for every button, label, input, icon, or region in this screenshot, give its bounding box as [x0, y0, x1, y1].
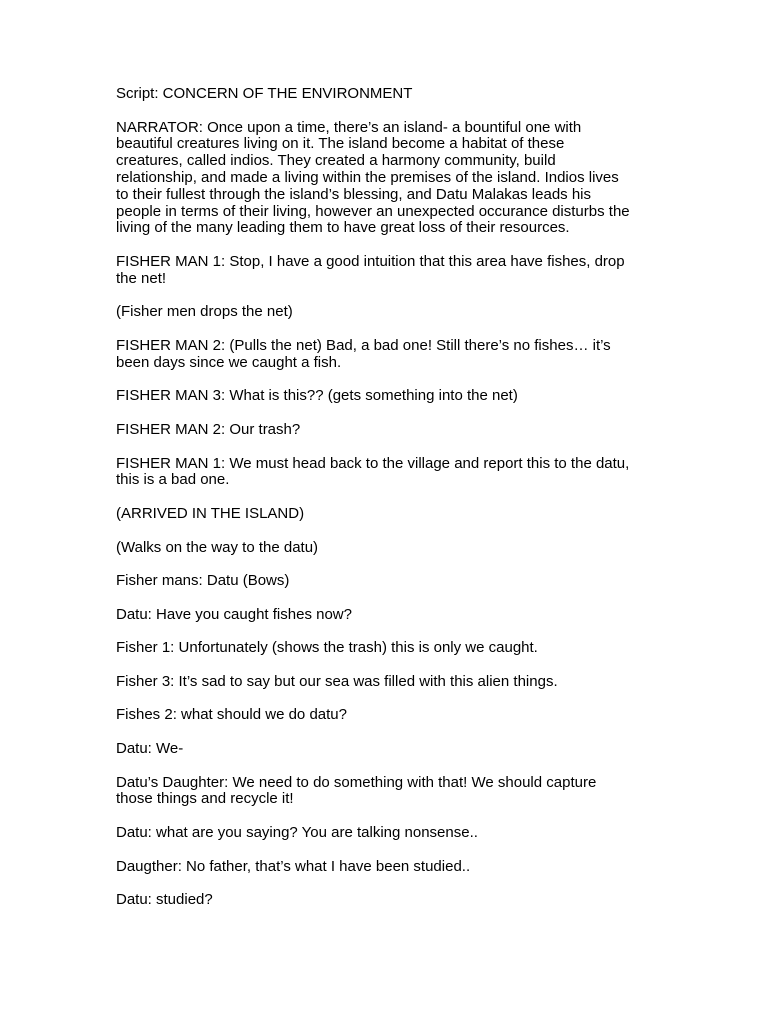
- dialogue-line: FISHER MAN 1: Stop, I have a good intuition that this area have fishes, drop the net!: [116, 252, 625, 287]
- stage-direction: (Fisher men drops the net): [116, 303, 293, 321]
- dialogue-line: FISHER MAN 2: (Pulls the net) Bad, a bad one! Still there’s no fishes… it’s been days since we caught a fish.: [116, 336, 611, 371]
- dialogue-line: Fishes 2: what should we do datu?: [116, 706, 347, 724]
- dialogue-line: Datu: what are you saying? You are talking nonsense..: [116, 824, 478, 842]
- dialogue-line: Fisher 3: It’s sad to say but our sea was filled with this alien things.: [116, 672, 558, 690]
- dialogue-line: Daugther: No father, that’s what I have been studied..: [116, 857, 471, 875]
- dialogue-line: FISHER MAN 3: What is this?? (gets something into the net): [116, 387, 518, 405]
- dialogue-line: Datu: studied?: [116, 891, 213, 909]
- script-title: Script: CONCERN OF THE ENVIRONMENT: [116, 85, 413, 102]
- document-page: [116, 86, 656, 926]
- dialogue-line: FISHER MAN 1: We must head back to the village and report this to the datu, this is a bad one.: [116, 454, 630, 489]
- narrator-paragraph: NARRATOR: Once upon a time, there’s an island- a bountiful one with beautiful creatures living on it. The island become a habitat of these creatures, called indios. They created a harmony community, build relationship, and made a living within the premises of the island. Indios lives to their fullest through the island’s blessing, and Datu Malakas leads his people in terms of their living, however an unexpected occurance disturbs the living of the many leading them to have great loss of their resources.: [116, 118, 630, 237]
- dialogue-line: Fisher 1: Unfortunately (shows the trash) this is only we caught.: [116, 639, 538, 657]
- stage-direction: (ARRIVED IN THE ISLAND): [116, 504, 305, 522]
- dialogue-line: FISHER MAN 2: Our trash?: [116, 420, 301, 438]
- dialogue-line: Fisher mans: Datu (Bows): [116, 572, 290, 590]
- dialogue-line: Datu: We-: [116, 740, 184, 758]
- dialogue-line: Datu’s Daughter: We need to do something with that! We should capture those things and recycle it!: [116, 773, 597, 808]
- dialogue-line: Datu: Have you caught fishes now?: [116, 605, 352, 623]
- stage-direction: (Walks on the way to the datu): [116, 538, 319, 556]
